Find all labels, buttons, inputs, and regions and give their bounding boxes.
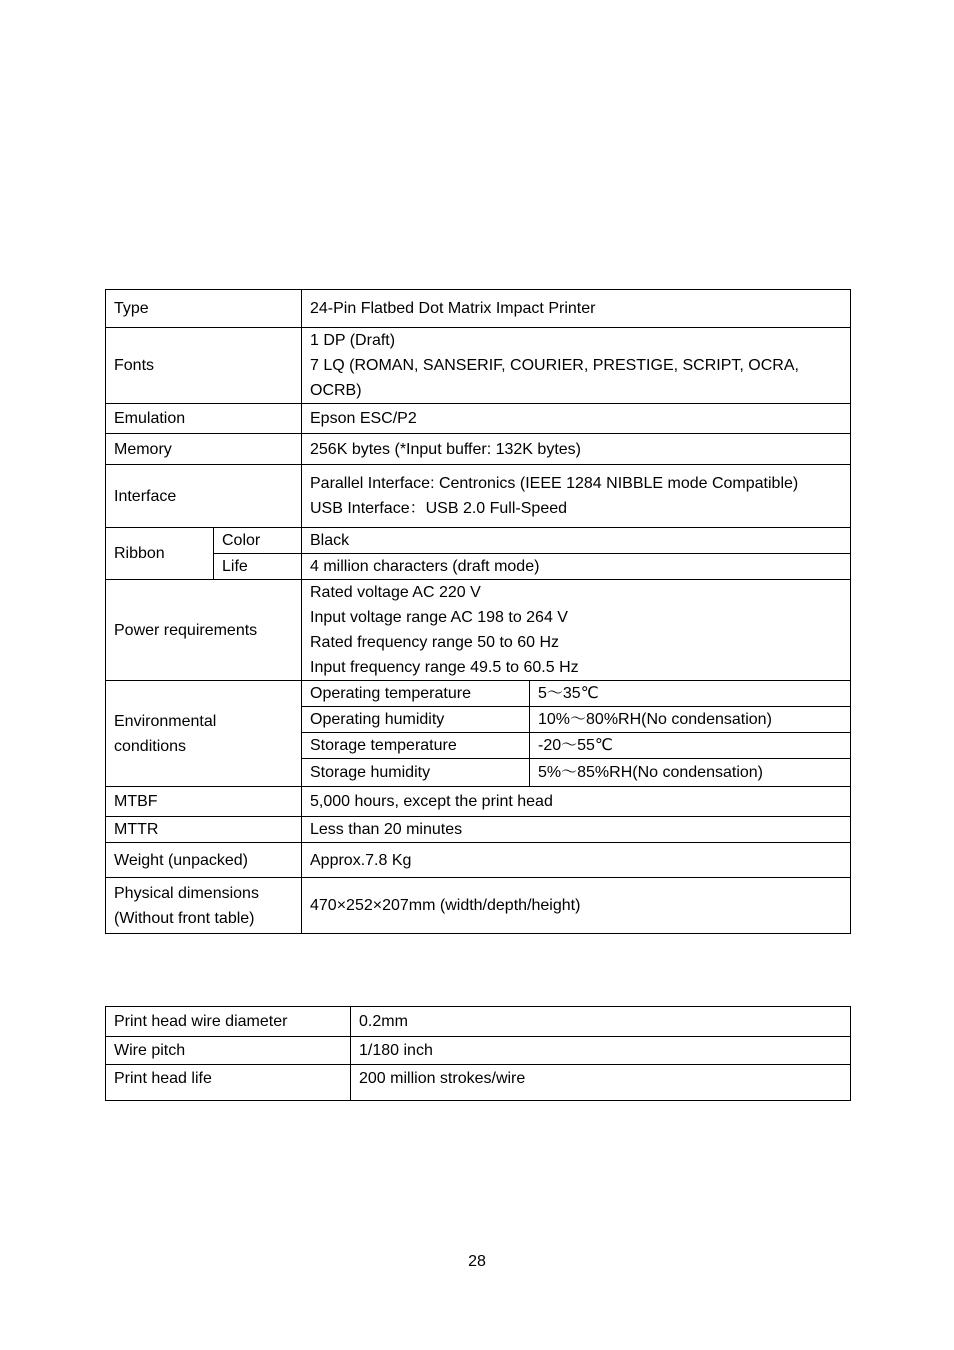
spec-row-ribbon-color (106, 528, 851, 554)
print-head-table (105, 1006, 851, 1101)
spec-label: Power requirements (106, 580, 302, 681)
env-condition-value: 5～35℃ (530, 681, 851, 707)
env-condition-label: Operating humidity (302, 707, 530, 733)
env-condition-value: -20～55℃ (530, 733, 851, 759)
spec-value-line: OCRB) (310, 382, 362, 399)
spec-value-line: Rated voltage AC 220 V (310, 584, 481, 601)
spec-value-line: Input voltage range AC 198 to 264 V (310, 609, 568, 626)
env-condition-value: 10%～80%RH(No condensation) (530, 707, 851, 733)
env-condition-label: Storage humidity (302, 759, 530, 787)
spec-label: MTTR (106, 817, 302, 843)
spec-row-interface (106, 465, 851, 528)
spec-value-line: Input frequency range 49.5 to 60.5 Hz (310, 659, 579, 676)
spec-label: MTBF (106, 787, 302, 817)
env-condition-label: Operating temperature (302, 681, 530, 707)
spec-value: Epson ESC/P2 (302, 404, 851, 434)
spec-sublabel: Life (214, 554, 302, 580)
spec-row-dimensions (106, 878, 851, 934)
spec-label-line: (Without front table) (114, 909, 255, 927)
spec-label: Emulation (106, 404, 302, 434)
spec-row-weight (106, 843, 851, 878)
page-number: 28 (468, 1253, 486, 1270)
spec-label-line: Environmental (114, 712, 217, 730)
head-label: Wire pitch (106, 1037, 351, 1065)
spec-value-line: USB Interface：USB 2.0 Full-Speed (310, 500, 568, 517)
spec-row-fonts (106, 328, 851, 404)
spec-label (106, 681, 302, 787)
spec-value: Black (302, 528, 851, 554)
spec-row-power (106, 580, 851, 681)
env-condition-value: 5%～85%RH(No condensation) (530, 759, 851, 787)
spec-row-mtbf (106, 787, 851, 817)
spec-value: Approx.7.8 Kg (302, 843, 851, 878)
spec-value: 470×252×207mm (width/depth/height) (302, 878, 851, 934)
specifications-table (105, 289, 851, 934)
spec-label: Ribbon (106, 528, 214, 580)
spec-label-line: Physical dimensions (114, 884, 259, 902)
spec-value: 4 million characters (draft mode) (302, 554, 851, 580)
spec-row-emulation (106, 404, 851, 434)
spec-row-ribbon-life (106, 554, 851, 580)
head-row (106, 1037, 851, 1065)
spec-value-line: 1 DP (Draft) (310, 332, 396, 349)
spec-value (302, 580, 851, 681)
spec-label (106, 878, 302, 934)
spec-value-line: Parallel Interface: Centronics (IEEE 1284 NIBBLE mode Compatible) (310, 475, 799, 492)
spec-label: Fonts (106, 328, 302, 404)
spec-row-memory (106, 434, 851, 465)
spec-label: Type (106, 290, 302, 328)
spec-value: 5,000 hours, except the print head (302, 787, 851, 817)
spec-label: Weight (unpacked) (106, 843, 302, 878)
head-value: 200 million strokes/wire (351, 1065, 851, 1101)
head-row (106, 1065, 851, 1101)
spec-value (302, 465, 851, 528)
spec-row-mttr (106, 817, 851, 843)
spec-label: Interface (106, 465, 302, 528)
spec-value: 24-Pin Flatbed Dot Matrix Impact Printer (302, 290, 851, 328)
head-value: 0.2mm (351, 1007, 851, 1037)
spec-sublabel: Color (214, 528, 302, 554)
spec-label-line: conditions (114, 737, 187, 755)
spec-row-type (106, 290, 851, 328)
spec-row-environment (106, 681, 851, 707)
head-value: 1/180 inch (351, 1037, 851, 1065)
spec-label: Memory (106, 434, 302, 465)
spec-value: Less than 20 minutes (302, 817, 851, 843)
head-label: Print head wire diameter (106, 1007, 351, 1037)
spec-value: 256K bytes (*Input buffer: 132K bytes) (302, 434, 851, 465)
head-row (106, 1007, 851, 1037)
spec-value-line: 7 LQ (ROMAN, SANSERIF, COURIER, PRESTIGE, SCRIPT, OCRA, (310, 357, 799, 374)
spec-value (302, 328, 851, 404)
env-condition-label: Storage temperature (302, 733, 530, 759)
spec-value-line: Rated frequency range 50 to 60 Hz (310, 634, 560, 651)
head-label: Print head life (106, 1065, 351, 1101)
